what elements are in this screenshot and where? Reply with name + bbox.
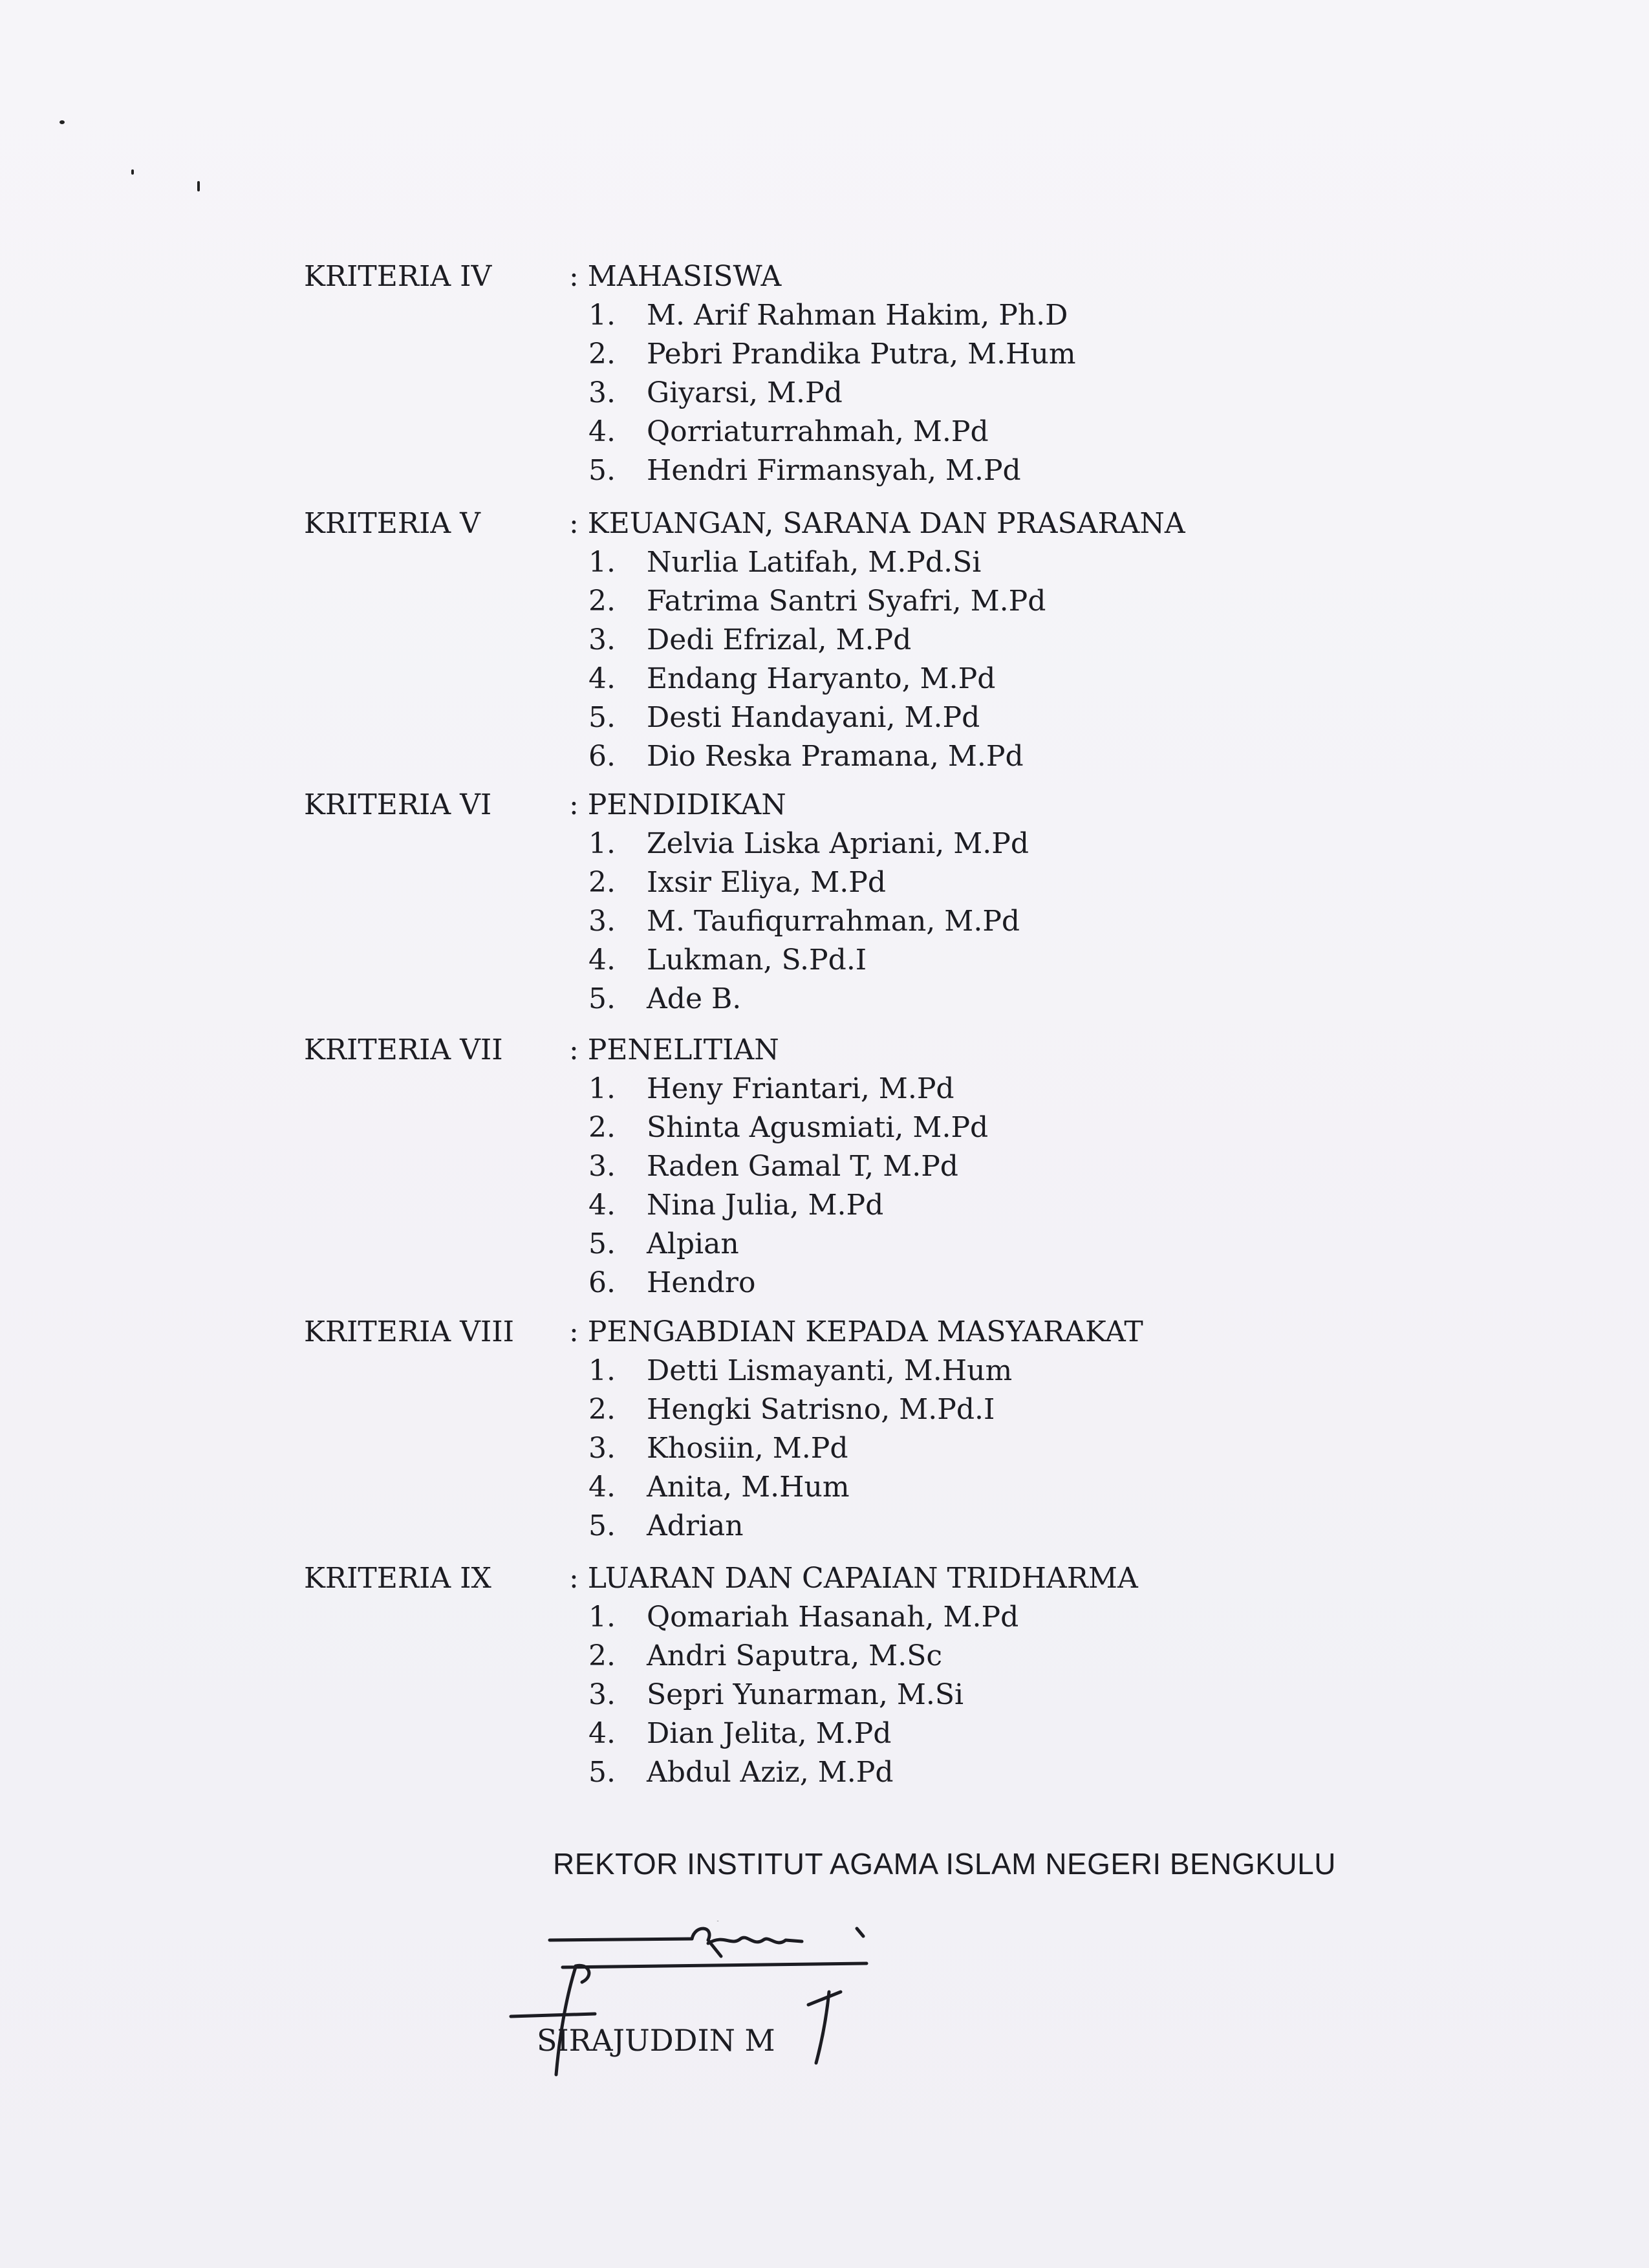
member-name: Anita, M.Hum [647,1471,850,1504]
member-item [588,863,1029,902]
member-number: 4. [588,944,616,977]
member-name: Alpian [647,1227,739,1260]
scan-speck [59,120,65,124]
member-number: 1. [588,827,616,860]
member-name: Ixsir Eliya, M.Pd [647,866,887,899]
member-item [588,1468,1012,1507]
member-name: Hengki Satrisno, M.Pd.I [647,1393,995,1426]
member-item [588,1753,1018,1792]
member-number: 5. [588,1509,616,1542]
member-number: 1. [588,1354,616,1387]
criteria-label: KRITERIA VII [304,1033,503,1066]
member-number: 2. [588,585,616,618]
criteria-title: : PENDIDIKAN [569,788,786,821]
member-item [588,737,1046,776]
member-number: 5. [588,1227,616,1260]
member-item [588,980,1029,1019]
member-item [588,1264,988,1302]
criteria-title: : MAHASISWA [569,260,782,293]
member-item [588,1108,988,1147]
member-number: 4. [588,662,616,695]
member-item [588,1225,988,1264]
member-number: 1. [588,546,616,579]
member-item [588,660,1046,698]
member-number: 3. [588,905,616,938]
member-item [588,941,1029,980]
member-number: 3. [588,623,616,656]
member-number: 5. [588,454,616,487]
member-number: 3. [588,1432,616,1465]
member-list [588,296,1076,490]
member-item [588,1598,1018,1637]
signature-scribble [498,1921,951,2115]
member-name: Dio Reska Pramana, M.Pd [647,740,1024,773]
member-number: 2. [588,866,616,899]
member-list [588,1352,1012,1546]
member-item [588,1186,988,1225]
member-number: 2. [588,338,616,371]
member-item [588,374,1076,413]
criteria-title: : PENELITIAN [569,1033,779,1066]
member-item [588,1352,1012,1390]
member-number: 5. [588,1756,616,1789]
criteria-label: KRITERIA VI [304,788,492,821]
member-item [588,1147,988,1186]
member-item [588,1507,1012,1546]
member-item [588,1676,1018,1714]
member-number: 2. [588,1639,616,1672]
member-name: Qomariah Hasanah, M.Pd [647,1601,1019,1634]
member-number: 3. [588,1678,616,1711]
member-name: Hendro [647,1266,756,1299]
member-name: M. Taufiqurrahman, M.Pd [647,905,1020,938]
member-name: M. Arif Rahman Hakim, Ph.D [647,299,1068,332]
member-number: 1. [588,299,616,332]
member-name: Andri Saputra, M.Sc [647,1639,942,1672]
criteria-title: : KEUANGAN, SARANA DAN PRASARANA [569,507,1185,540]
criteria-label: KRITERIA IV [304,260,492,293]
member-item [588,582,1046,621]
member-list [588,1070,988,1302]
member-list [588,543,1046,776]
member-name: Adrian [647,1509,744,1542]
member-number: 6. [588,740,616,773]
member-name: Giyarsi, M.Pd [647,376,843,409]
member-item [588,335,1076,374]
criteria-label: KRITERIA IX [304,1562,491,1595]
member-name: Endang Haryanto, M.Pd [647,662,996,695]
member-name: Desti Handayani, M.Pd [647,701,980,734]
member-list [588,1598,1018,1792]
member-name: Raden Gamal T, M.Pd [647,1150,958,1183]
scan-speck [197,181,200,191]
member-name: Nina Julia, M.Pd [647,1189,884,1222]
criteria-label: KRITERIA VIII [304,1315,515,1348]
member-number: 6. [588,1266,616,1299]
criteria-title: : LUARAN DAN CAPAIAN TRIDHARMA [569,1562,1138,1595]
criteria-title: : PENGABDIAN KEPADA MASYARAKAT [569,1315,1143,1348]
member-item [588,413,1076,451]
member-number: 4. [588,1189,616,1222]
member-number: 5. [588,701,616,734]
member-number: 4. [588,1471,616,1504]
member-name: Detti Lismayanti, M.Hum [647,1354,1013,1387]
member-number: 3. [588,1150,616,1183]
member-number: 4. [588,1717,616,1750]
member-number: 5. [588,982,616,1015]
member-item [588,451,1076,490]
member-name: Hendri Firmansyah, M.Pd [647,454,1021,487]
member-item [588,621,1046,660]
member-name: Shinta Agusmiati, M.Pd [647,1111,989,1144]
member-name: Sepri Yunarman, M.Si [647,1678,964,1711]
member-name: Qorriaturrahmah, M.Pd [647,415,989,448]
member-name: Zelvia Liska Apriani, M.Pd [647,827,1029,860]
member-item [588,1714,1018,1753]
criteria-label: KRITERIA V [304,507,480,540]
rektor-title: REKTOR INSTITUT AGAMA ISLAM NEGERI BENGKULU [553,1847,1336,1881]
member-item [588,1070,988,1108]
member-item [588,543,1046,582]
member-name: Fatrima Santri Syafri, M.Pd [647,585,1046,618]
member-name: Dedi Efrizal, M.Pd [647,623,912,656]
member-number: 1. [588,1601,616,1634]
member-number: 2. [588,1111,616,1144]
member-name: Pebri Prandika Putra, M.Hum [647,338,1076,371]
member-item [588,902,1029,941]
member-number: 1. [588,1072,616,1105]
member-number: 4. [588,415,616,448]
member-name: Heny Friantari, M.Pd [647,1072,954,1105]
member-item [588,296,1076,335]
member-name: Ade B. [647,982,742,1015]
member-name: Nurlia Latifah, M.Pd.Si [647,546,982,579]
member-number: 2. [588,1393,616,1426]
member-item [588,1429,1012,1468]
member-item [588,825,1029,863]
member-list [588,825,1029,1019]
member-item [588,698,1046,737]
signer-name: SIRAJUDDIN M [537,2023,775,2058]
member-name: Dian Jelita, M.Pd [647,1717,892,1750]
member-name: Khosiin, M.Pd [647,1432,848,1465]
member-item [588,1390,1012,1429]
member-item [588,1637,1018,1676]
member-number: 3. [588,376,616,409]
member-name: Abdul Aziz, M.Pd [647,1756,894,1789]
member-name: Lukman, S.Pd.I [647,944,867,977]
scan-speck [131,169,134,175]
